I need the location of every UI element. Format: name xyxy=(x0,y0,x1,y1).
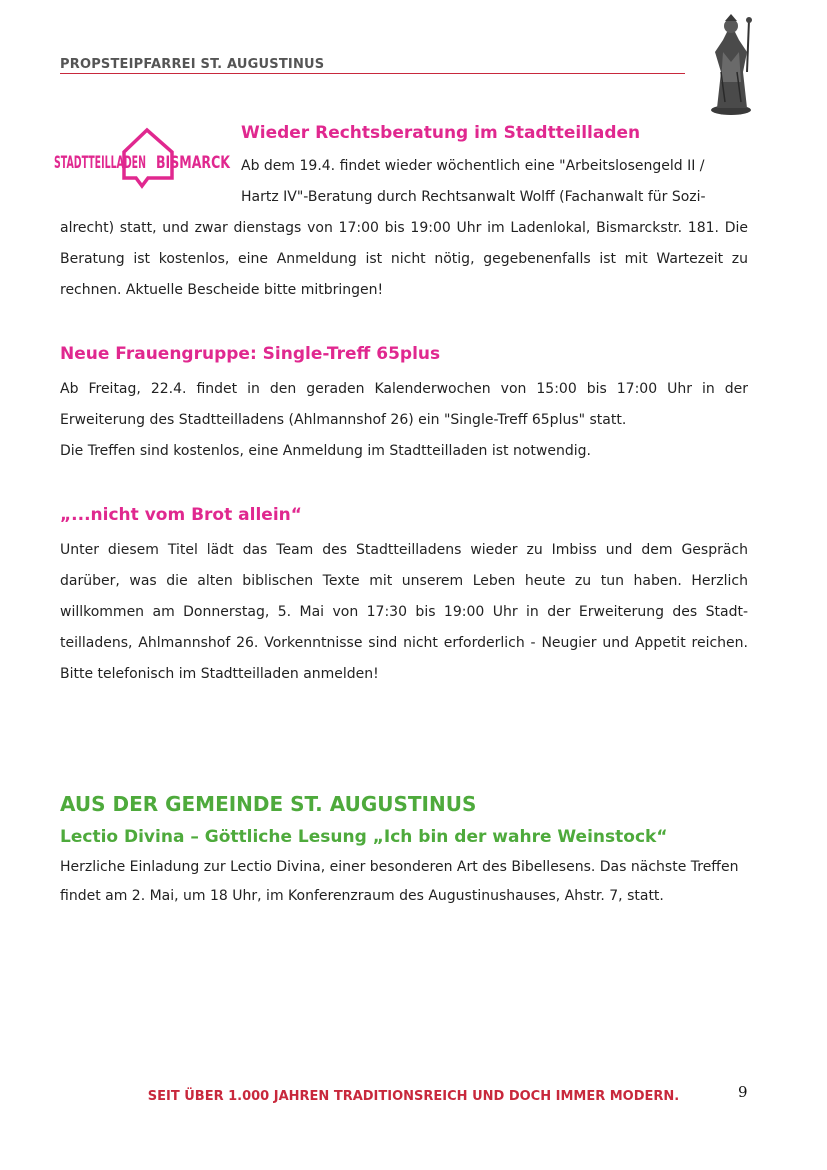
article1-line1: Ab dem 19.4. findet wieder wöchentlich eine "Arbeitslosengeld II / xyxy=(241,158,705,174)
article3-title: „...nicht vom Brot allein“ xyxy=(60,505,302,525)
article4-body: Herzliche Einladung zur Lectio Divina, einer besonderen Art des Bibellesens. Das nächste Treffen findet am 2. Mai, um 18 Uhr, im Konferenzraum des Augustinushauses, Ahstr. 7, statt. xyxy=(60,859,739,904)
article3-body: Unter diesem Titel lädt das Team des Stadtteilladens wieder zu Imbiss und dem Gespräch darüber, was die alten biblischen Texte mit unserem Leben heute zu tun haben. Herzlich willkommen am Donnerstag, 5. Mai von 17:30 bis 19:00 Uhr in der Erweiterung des Stadt-teilladens, Ahlmannshof 26. Vorkenntnisse sind nicht erforderlich - Neugier und Appetit reichen. Bitte telefonisch im Stadtteilladen anmelden! xyxy=(60,542,748,682)
footer-slogan: SEIT ÜBER 1.000 JAHREN TRADITIONSREICH UND DOCH IMMER MODERN. xyxy=(147,1089,680,1104)
saint-statue-image xyxy=(703,12,759,116)
article2-title: Neue Frauengruppe: Single-Treff 65plus xyxy=(60,344,441,364)
article1-rest: alrecht) statt, und zwar dienstags von 17:00 bis 19:00 Uhr im Ladenlokal, Bismarckstr. 181. Die Beratung ist kostenlos, eine Anmeldung ist nicht nötig, gegebenenfalls ist mit Wartezeit zu rechnen. Aktuelle Bescheide bitte mitbringen! xyxy=(60,220,748,298)
article1-body xyxy=(60,151,748,306)
article2 xyxy=(60,344,748,467)
logo-text-stadtteilladen: STADTTEILLADEN xyxy=(54,153,146,173)
article1-line2: Hartz IV"-Beratung durch Rechtsanwalt Wolff (Fachanwalt für Sozi- xyxy=(241,189,706,205)
article4-title: Lectio Divina – Göttliche Lesung „Ich bin der wahre Weinstock“ xyxy=(60,827,668,847)
header-title: PROPSTEIPFARREI ST. AUGUSTINUS xyxy=(60,57,325,72)
article2-note: Die Treffen sind kostenlos, eine Anmeldung im Stadtteilladen ist notwendig. xyxy=(60,443,591,459)
article2-body: Ab Freitag, 22.4. findet in den geraden Kalenderwochen von 15:00 bis 17:00 Uhr in der Erweiterung des Stadtteilladens (Ahlmannshof 26) ein "Single-Treff 65plus" statt. xyxy=(60,381,748,428)
header-rule xyxy=(60,73,685,74)
section-heading: AUS DER GEMEINDE ST. AUGUSTINUS xyxy=(60,792,477,816)
article3 xyxy=(60,505,748,690)
page-number: 9 xyxy=(738,1083,748,1101)
article4 xyxy=(60,827,748,911)
logo-text-bismarck: BISMARCK xyxy=(156,153,231,173)
article1-title: Wieder Rechtsberatung im Stadtteilladen xyxy=(241,123,641,143)
